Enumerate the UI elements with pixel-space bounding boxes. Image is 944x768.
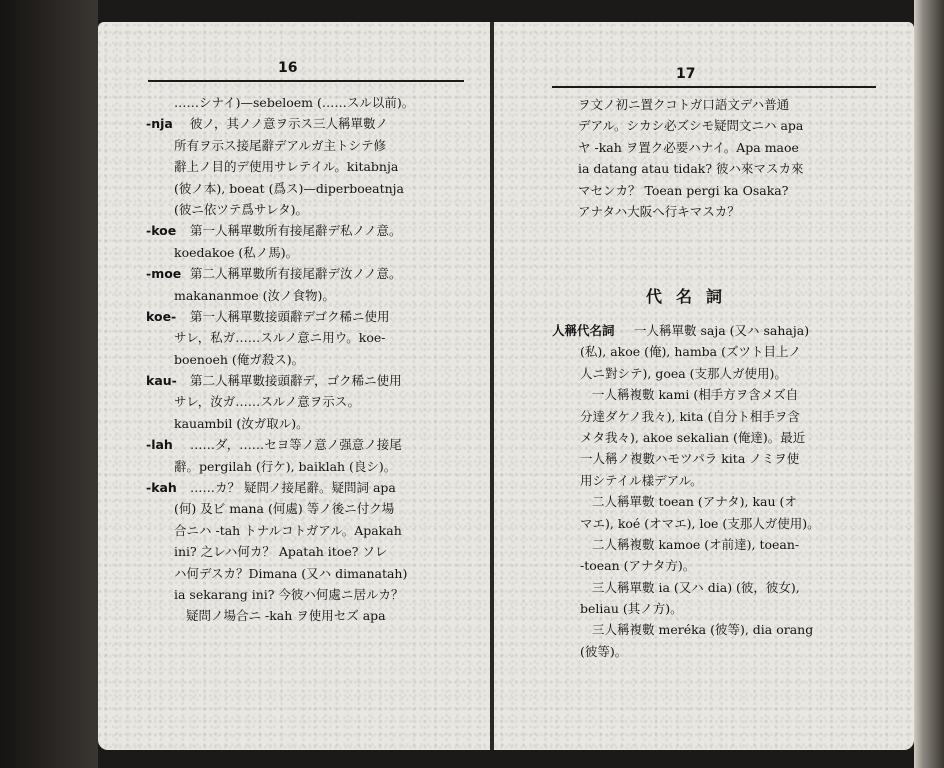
line-text: ini? 之レハ何カ？ Apatah itoe? ソレ — [174, 544, 388, 560]
text-line — [552, 577, 902, 598]
book-cover-edge-right — [914, 0, 944, 768]
text-line — [552, 470, 902, 491]
line-text: アナタハ大阪へ行キマスカ？ — [578, 203, 740, 219]
line-text: メタ我々), akoe sekalian (俺達)。最近 — [580, 429, 806, 445]
line-text: beliau (其ノ方)。 — [580, 601, 683, 617]
line-text: 第二人稱單數所有接尾辭デ汝ノノ意。 — [190, 266, 402, 282]
text-line — [146, 199, 476, 220]
text-line — [552, 320, 902, 341]
text-line — [146, 92, 476, 113]
line-text: 彼ノ，其ノノ意ヲ示ス三人稱單數ノ — [190, 116, 389, 132]
text-line — [146, 156, 476, 177]
line-text: (私), akoe (俺), hamba (ズツト目上ノ — [580, 344, 801, 360]
entry-term: -moe — [146, 266, 182, 282]
text-line — [146, 349, 476, 370]
line-text: マセンカ？ Toean pergi ka Osaka? — [578, 182, 789, 198]
text-line — [552, 641, 902, 662]
text-line — [552, 427, 902, 448]
text-line — [146, 605, 476, 626]
line-text: 二人稱複數 kamoe (オ前達), toean- — [592, 536, 800, 552]
text-line — [146, 477, 476, 498]
line-text: 第二人稱單數接頭辭デ，ゴク稀ニ使用 — [190, 373, 402, 389]
text-line — [146, 434, 476, 455]
text-line — [146, 263, 476, 284]
text-line — [552, 384, 902, 405]
text-line — [552, 406, 902, 427]
line-text: makananmoe (汝ノ食物)。 — [174, 287, 335, 303]
line-text: マエ), koé (オマエ), loe (支那人ガ使用)。 — [580, 515, 820, 531]
line-text: ……カ？ 疑問ノ接尾辭。疑問詞 apa — [190, 480, 396, 496]
line-text: 所有ヲ示ス接尾辭デアルガ主トシテ修 — [174, 137, 387, 153]
text-line — [146, 178, 476, 199]
text-line — [146, 370, 476, 391]
text-line — [146, 520, 476, 541]
text-line — [146, 242, 476, 263]
text-line — [146, 413, 476, 434]
line-text: 第一人稱單數所有接尾辭デ私ノノ意。 — [190, 223, 402, 239]
text-line — [552, 363, 902, 384]
text-line — [146, 498, 476, 519]
text-line — [146, 456, 476, 477]
line-text: 疑問ノ場合ニ -kah ヲ使用セズ apa — [186, 608, 386, 624]
text-line — [146, 113, 476, 134]
line-text: koedakoe (私ノ馬)。 — [174, 244, 299, 260]
line-text: サレ，私ガ……スルノ意ニ用ウ。koe- — [174, 330, 386, 346]
line-text: ……ダ，……セヨ等ノ意ノ强意ノ接尾 — [190, 437, 402, 453]
text-line — [146, 541, 476, 562]
text-line — [552, 598, 902, 619]
line-text: ハ何デスカ？Dimana (又ハ dimanatah) — [174, 565, 408, 581]
line-text: (彼ニ依ツテ爲サレタ)。 — [174, 201, 309, 217]
text-line — [554, 94, 894, 115]
line-text: 辭上ノ目的デ使用サレテイル。kitabnja — [174, 159, 399, 175]
text-line — [146, 327, 476, 348]
line-text: -toean (アナタ方)。 — [580, 558, 696, 574]
text-line — [552, 555, 902, 576]
text-line — [554, 180, 894, 201]
right-page-top-text — [554, 94, 894, 222]
entry-term: kau- — [146, 373, 177, 389]
text-line — [146, 563, 476, 584]
line-text: 人ニ對シテ), goea (支那人ガ使用)。 — [580, 365, 787, 381]
line-text: 三人稱單數 ia (又ハ dia) (彼，彼女), — [592, 579, 800, 595]
right-header-rule — [552, 86, 876, 88]
line-text: 合ニハ -tah トナルコトガアル。Apakah — [174, 522, 402, 538]
text-line — [552, 341, 902, 362]
text-line — [146, 584, 476, 605]
left-page-text — [146, 92, 476, 627]
text-line — [552, 619, 902, 640]
line-text: (彼ノ本), boeat (爲ス)—diperboeatnja — [174, 180, 404, 196]
line-text: 一人稱單數 saja (又ハ sahaja) — [634, 323, 810, 338]
right-page-number: 17 — [676, 66, 696, 82]
left-page-number: 16 — [278, 60, 298, 76]
text-line — [554, 137, 894, 158]
text-line — [554, 201, 894, 222]
entry-term: -lah — [146, 437, 173, 453]
entry-term: -nja — [146, 116, 173, 132]
entry-term: -kah — [146, 480, 177, 496]
text-line — [554, 158, 894, 179]
text-line — [552, 513, 902, 534]
left-header-rule — [148, 80, 464, 82]
entry-term: koe- — [146, 308, 177, 324]
line-text: 三人稱複數 meréka (彼等), dia orang — [592, 622, 814, 638]
line-text: デアル。シカシ必ズシモ疑問文ニハ apa — [578, 118, 804, 134]
text-line — [552, 534, 902, 555]
text-line — [146, 135, 476, 156]
entry-term: -koe — [146, 223, 177, 239]
book-cover-edge-left — [0, 0, 98, 768]
text-line — [146, 391, 476, 412]
line-text: boenoeh (俺ガ殺ス)。 — [174, 351, 305, 367]
line-text: 第一人稱單數接頭辭デゴク稀ニ使用 — [190, 308, 390, 324]
line-text: ヲ文ノ初ニ置クコトガ口語文デハ普通 — [578, 97, 790, 112]
right-page — [494, 22, 914, 750]
line-text: 分達ダケノ我々), kita (自分ト相手ヲ含 — [580, 408, 800, 424]
text-line — [552, 448, 902, 469]
text-line — [552, 491, 902, 512]
right-page-text — [552, 320, 902, 662]
line-text: kauambil (汝ガ取ル)。 — [174, 415, 309, 431]
text-line — [146, 306, 476, 327]
line-text: 用シテイル樣デアル。 — [580, 472, 703, 488]
text-line — [554, 115, 894, 136]
line-text: 一人稱複數 kami (相手方ヲ含メズ自 — [592, 387, 799, 403]
line-text: ia datang atau tidak? 彼ハ來マスカ來 — [578, 161, 804, 177]
line-text: (彼等)。 — [580, 643, 628, 659]
line-text: 一人稱ノ複數ハモツパラ kita ノミヲ使 — [580, 451, 800, 467]
section-heading: 代名詞 — [646, 287, 737, 306]
line-text: ia sekarang ini? 今彼ハ何處ニ居ルカ？ — [174, 586, 404, 602]
line-text: サレ，汝ガ……スルノ意ヲ示ス。 — [174, 394, 361, 410]
section-term: 人稱代名詞 — [552, 323, 615, 338]
line-text: ヤ -kah ヲ置ク必要ハナイ。Apa maoe — [578, 139, 799, 155]
line-text: 辭。pergilah (行ケ), baiklah (良シ)。 — [174, 458, 397, 474]
text-line — [146, 220, 476, 241]
line-text: ……シナイ)—sebeloem (……スル以前)。 — [174, 95, 415, 110]
line-text: 二人稱單數 toean (アナタ), kau (オ — [592, 494, 797, 510]
line-text: (何) 及ビ mana (何處) 等ノ後ニ付ク場 — [174, 501, 395, 517]
text-line — [146, 285, 476, 306]
left-page — [98, 22, 492, 750]
